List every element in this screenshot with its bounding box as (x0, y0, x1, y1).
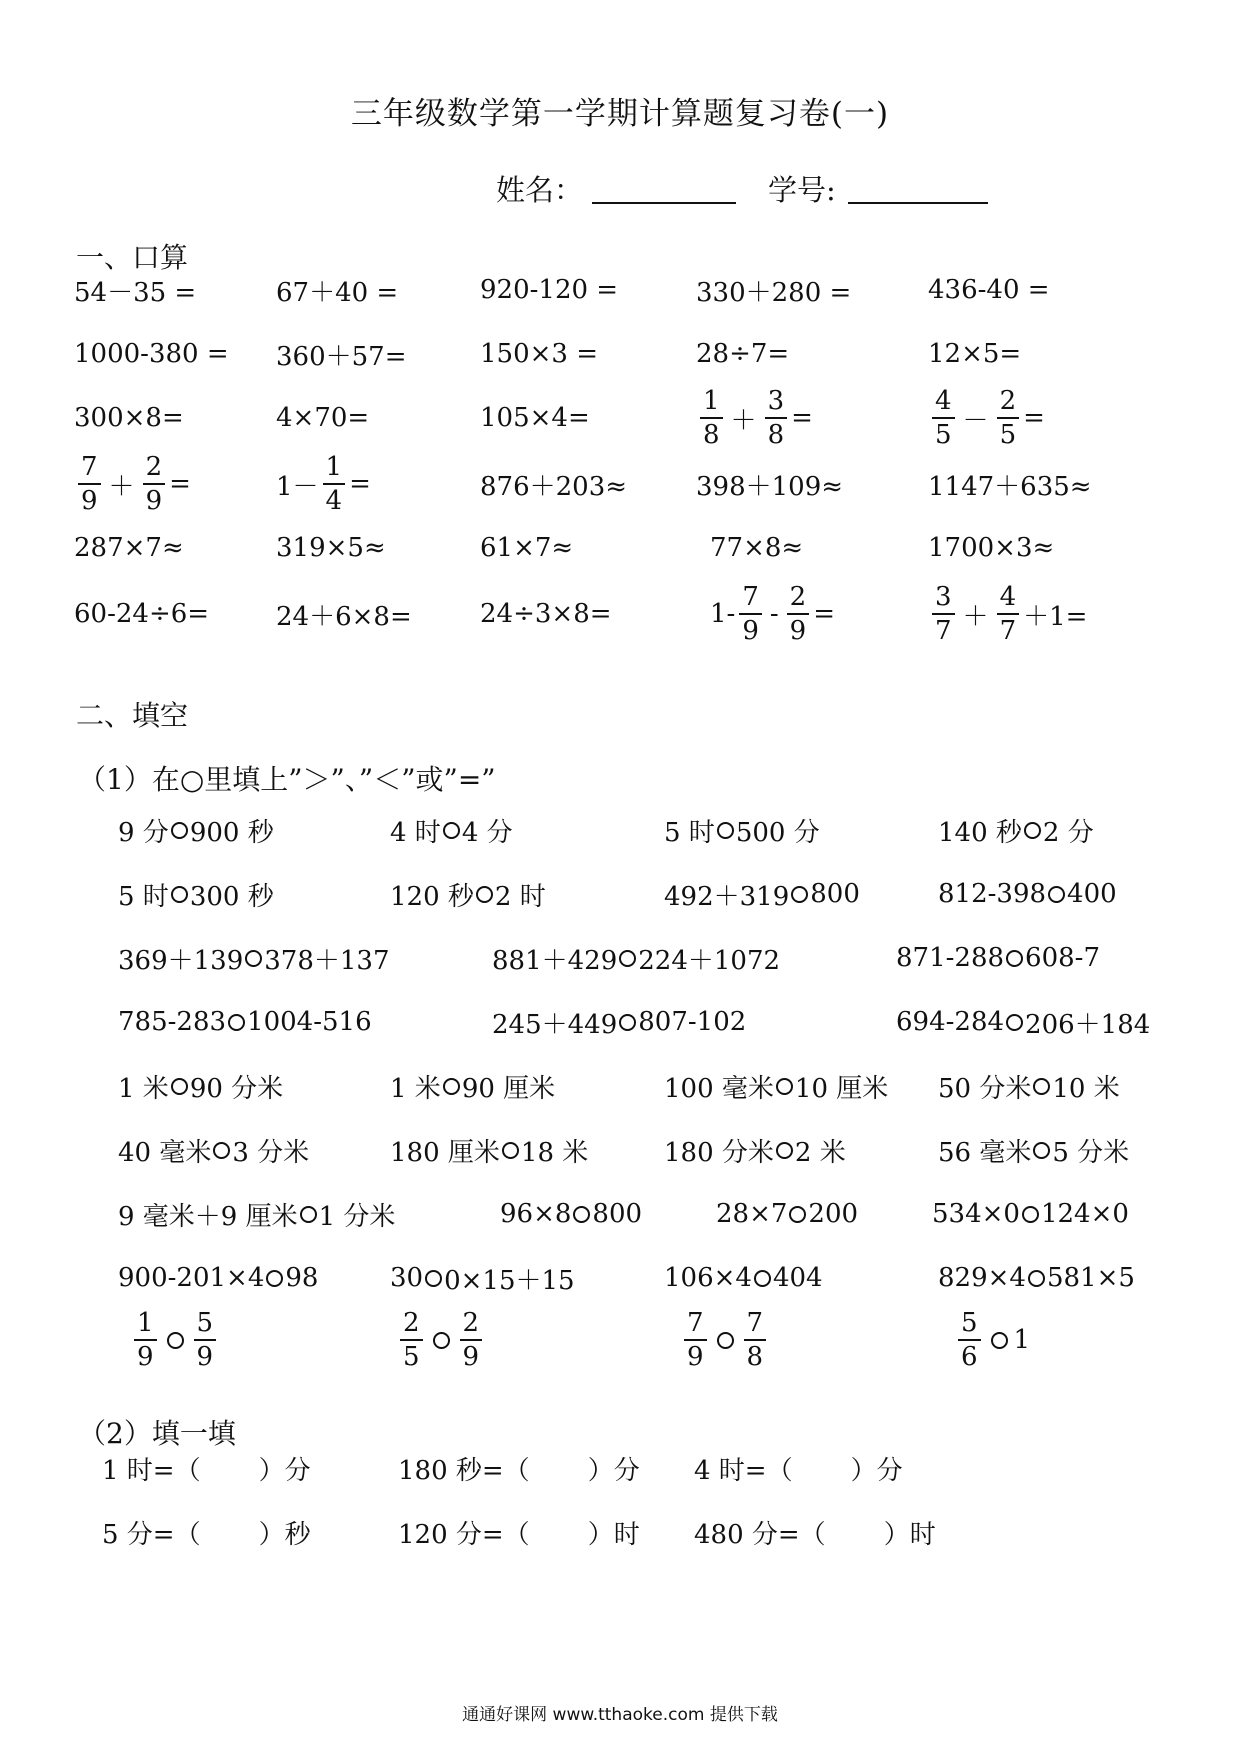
problem-cell (710, 518, 803, 578)
problem-cell (938, 1248, 1135, 1308)
compare-left: 1 米 (118, 1073, 169, 1104)
fraction-numerator: 1 (325, 452, 343, 482)
answer-circle[interactable] (619, 950, 636, 967)
compare-right: 3 分米 (232, 1137, 310, 1168)
operator: ＋ (108, 471, 135, 502)
fraction-numerator: 4 (999, 582, 1017, 612)
problem-cell (694, 1438, 903, 1498)
answer-circle[interactable] (171, 822, 188, 839)
fraction (194, 1310, 217, 1370)
problem-cell (480, 324, 598, 384)
problem-cell (276, 388, 369, 448)
problem-text: 77×8≈ (710, 533, 804, 563)
problem-cell (696, 388, 813, 448)
problem-cell (492, 928, 780, 988)
problem-cell (390, 864, 546, 924)
compare-left: 9 分 (118, 817, 169, 848)
answer-circle[interactable] (717, 822, 734, 839)
problem-text: 1147＋635≈ (928, 471, 1092, 502)
compare-right: 224＋1072 (638, 945, 781, 976)
answer-circle[interactable] (573, 1206, 590, 1223)
compare-left: 694-284 (896, 1007, 1005, 1037)
fraction-numerator: 7 (687, 1308, 704, 1338)
compare-left: 492＋319 (664, 881, 790, 912)
fill-prefix: 1 时=（ (102, 1455, 201, 1486)
fraction (684, 1310, 707, 1370)
problem-cell (716, 1184, 858, 1244)
compare-right: 2 时 (494, 881, 546, 912)
expression-tail: ＋1= (1023, 601, 1088, 632)
operator: － (962, 405, 989, 436)
fraction (958, 1310, 981, 1370)
compare-left: 40 毫米 (118, 1137, 212, 1168)
problem-cell (696, 454, 843, 514)
problem-text: 876＋203≈ (480, 471, 628, 502)
compare-right: 2 米 (794, 1137, 846, 1168)
problem-cell (938, 1120, 1129, 1180)
problem-cell (480, 518, 573, 578)
compare-left: 140 秒 (938, 817, 1022, 848)
problem-text: 28÷7= (696, 339, 790, 369)
problem-cell (480, 454, 627, 514)
problem-cell (74, 324, 229, 384)
problem-cell (118, 1184, 395, 1244)
problem-cell (276, 324, 407, 384)
fraction-denominator: 9 (739, 613, 762, 644)
answer-circle[interactable] (1024, 822, 1041, 839)
problem-cell (696, 260, 851, 320)
expression-prefix: 1- (710, 599, 736, 629)
fill-unit: ）时 (883, 1519, 936, 1550)
problem-text: 24＋6×8= (276, 601, 412, 632)
student-id-label: 学号: (768, 173, 836, 207)
compare-left: 28×7 (716, 1199, 788, 1229)
answer-circle[interactable] (476, 886, 493, 903)
problem-text: 287×7≈ (74, 533, 184, 563)
fill-prefix: 4 时=（ (694, 1455, 793, 1486)
fraction-numerator: 3 (935, 582, 952, 612)
problem-cell (500, 1184, 642, 1244)
problem-cell (928, 454, 1092, 514)
problem-cell (938, 1056, 1120, 1116)
fraction (787, 584, 810, 644)
problem-cell (398, 1438, 640, 1498)
fraction-denominator: 8 (744, 1339, 767, 1370)
problem-cell (928, 584, 1087, 644)
problem-cell (938, 800, 1094, 860)
compare-left: 106×4 (664, 1263, 752, 1293)
problem-cell (118, 928, 390, 988)
compare-right: 807-102 (638, 1007, 747, 1037)
compare-right: 90 厘米 (461, 1073, 556, 1104)
answer-circle[interactable] (213, 1142, 230, 1159)
answer-circle[interactable] (1048, 886, 1065, 903)
answer-circle[interactable] (717, 1332, 734, 1349)
compare-right: 206＋184 (1025, 1009, 1151, 1040)
fraction-denominator: 7 (932, 613, 955, 644)
compare-instruction: （1）在○里填上”＞”、”＜”或”=” (78, 763, 496, 796)
problem-text: 4×70= (276, 403, 370, 433)
section2-heading: 二、填空 (76, 699, 189, 732)
compare-right: 581×5 (1046, 1263, 1135, 1293)
answer-circle[interactable] (425, 1270, 442, 1287)
problem-cell (928, 260, 1050, 320)
fraction (143, 454, 166, 514)
compare-left: 1 米 (390, 1073, 441, 1104)
operator: ＋ (962, 601, 989, 632)
fraction-denominator: 9 (143, 483, 166, 514)
problem-cell (664, 1248, 823, 1308)
problem-text: 319×5≈ (276, 533, 386, 563)
fraction-denominator: 7 (997, 613, 1020, 644)
problem-text: 105×4= (480, 403, 590, 433)
problem-cell (118, 800, 274, 860)
problem-cell (954, 1310, 1030, 1370)
problem-text: 67＋40 = (276, 277, 399, 308)
operator: ＋ (730, 405, 757, 436)
fraction (400, 1310, 423, 1370)
expression-tail: = (813, 599, 836, 629)
problem-cell (696, 324, 789, 384)
page-title: 三年级数学第一学期计算题复习卷(一) (350, 96, 890, 132)
answer-circle[interactable] (754, 1270, 771, 1287)
answer-circle[interactable] (171, 1078, 188, 1095)
fraction (744, 1310, 767, 1370)
fraction-numerator: 1 (703, 386, 720, 416)
fraction-denominator: 9 (787, 613, 810, 644)
fraction (997, 388, 1020, 448)
problem-cell (694, 1502, 936, 1562)
problem-text: 54－35 = (74, 277, 197, 308)
answer-circle[interactable] (228, 1014, 245, 1031)
compare-left: 5 时 (118, 881, 169, 912)
problem-cell (118, 1248, 318, 1308)
problem-cell (938, 864, 1117, 924)
expression-prefix: 1－ (276, 471, 319, 502)
fraction (739, 584, 762, 644)
compare-right: 98 (285, 1263, 319, 1293)
problem-cell (276, 454, 371, 514)
compare-right: 800 (592, 1199, 643, 1229)
compare-left: 812-398 (938, 879, 1047, 909)
problem-cell (74, 454, 191, 514)
fraction-denominator: 5 (997, 417, 1020, 448)
problem-cell (276, 518, 386, 578)
fraction-numerator: 2 (462, 1308, 480, 1338)
compare-right: 1 (1013, 1325, 1031, 1355)
answer-circle[interactable] (1006, 1014, 1023, 1031)
fraction-numerator: 7 (81, 452, 98, 482)
fraction (997, 584, 1020, 644)
problem-text: 398＋109≈ (696, 471, 844, 502)
problem-cell (928, 324, 1021, 384)
problem-text: 360＋57= (276, 341, 407, 372)
expression-tail: = (349, 469, 371, 499)
problem-cell (118, 864, 274, 924)
answer-circle[interactable] (502, 1142, 519, 1159)
answer-circle[interactable] (791, 886, 808, 903)
problem-cell (398, 1502, 640, 1562)
fraction-numerator: 7 (746, 1308, 764, 1338)
compare-right: 1 分米 (318, 1201, 396, 1232)
fraction-numerator: 2 (403, 1308, 420, 1338)
problem-cell (390, 1248, 575, 1308)
fill-unit: ）分 (258, 1455, 311, 1486)
compare-left: 881＋429 (492, 945, 618, 976)
problem-text: 60-24÷6= (74, 599, 210, 629)
compare-right: 2 分 (1042, 817, 1094, 848)
problem-cell (664, 800, 820, 860)
problem-cell (710, 584, 835, 644)
compare-left: 50 分米 (938, 1073, 1032, 1104)
fill-prefix: 5 分=（ (102, 1519, 201, 1550)
compare-right: 10 厘米 (794, 1073, 889, 1104)
problem-text: 920-120 = (480, 275, 619, 305)
fill-prefix: 120 分=（ (398, 1519, 530, 1550)
problem-cell (390, 1056, 555, 1116)
compare-right: 378＋137 (264, 945, 390, 976)
compare-right: 1004-516 (247, 1007, 372, 1037)
problem-text: 300×8= (74, 403, 184, 433)
problem-text: 12×5= (928, 339, 1022, 369)
fraction-numerator: 2 (145, 452, 163, 482)
problem-cell (74, 260, 196, 320)
fraction-denominator: 8 (700, 417, 723, 448)
fraction-numerator: 5 (961, 1308, 978, 1338)
fraction (460, 1310, 483, 1370)
problem-cell (74, 584, 209, 644)
fraction-denominator: 5 (932, 417, 955, 448)
problem-cell (276, 584, 412, 644)
fraction-denominator: 9 (684, 1339, 707, 1370)
compare-left: 56 毫米 (938, 1137, 1032, 1168)
problem-cell (480, 388, 590, 448)
problem-cell (664, 1056, 888, 1116)
expression-tail: = (169, 469, 191, 499)
fraction-denominator: 5 (400, 1339, 423, 1370)
footer-credit: 通通好课网 www.tthaoke.com 提供下载 (462, 1705, 778, 1725)
expression-tail: = (1023, 403, 1045, 433)
fraction (765, 388, 788, 448)
answer-circle[interactable] (300, 1206, 317, 1223)
compare-right: 90 分米 (189, 1073, 284, 1104)
answer-circle[interactable] (1033, 1142, 1050, 1159)
problem-cell (102, 1438, 311, 1498)
compare-left: 245＋449 (492, 1009, 618, 1040)
problem-cell (928, 388, 1045, 448)
fraction-numerator: 5 (196, 1308, 214, 1338)
problem-cell (74, 518, 184, 578)
problem-cell (276, 260, 398, 320)
compare-left: 30 (390, 1263, 424, 1293)
problem-cell (118, 1056, 283, 1116)
compare-right: 900 秒 (189, 817, 274, 848)
expression-tail: = (791, 403, 813, 433)
fraction-denominator: 9 (134, 1339, 157, 1370)
fraction-numerator: 2 (999, 386, 1017, 416)
compare-left: 900-201×4 (118, 1263, 265, 1293)
problem-cell (664, 864, 860, 924)
compare-left: 871-288 (896, 943, 1005, 973)
answer-circle[interactable] (433, 1332, 450, 1349)
problem-cell (74, 388, 184, 448)
answer-circle[interactable] (991, 1332, 1008, 1349)
problem-text: 436-40 = (928, 275, 1050, 305)
fill-unit: ）分 (850, 1455, 903, 1486)
compare-right: 5 分米 (1052, 1137, 1130, 1168)
fraction-denominator: 8 (765, 417, 788, 448)
problem-cell (932, 1184, 1129, 1244)
compare-right: 4 分 (461, 817, 513, 848)
problem-text: 61×7≈ (480, 533, 574, 563)
compare-right: 18 米 (520, 1137, 589, 1168)
answer-circle[interactable] (1006, 950, 1023, 967)
problem-cell (390, 1120, 588, 1180)
fraction (932, 584, 955, 644)
compare-left: 5 时 (664, 817, 715, 848)
problem-text: 150×3 = (480, 339, 599, 369)
answer-circle[interactable] (1028, 1270, 1045, 1287)
answer-circle[interactable] (245, 950, 262, 967)
compare-left: 785-283 (118, 1007, 227, 1037)
compare-right: 608-7 (1025, 943, 1100, 973)
problem-text: 24÷3×8= (480, 599, 612, 629)
compare-right: 200 (808, 1199, 859, 1229)
problem-cell (118, 992, 372, 1052)
compare-right: 500 分 (735, 817, 820, 848)
fill-prefix: 180 秒=（ (398, 1455, 530, 1486)
problem-cell (396, 1310, 486, 1370)
fraction-denominator: 9 (194, 1339, 217, 1370)
fraction (932, 388, 955, 448)
fraction (323, 454, 346, 514)
problem-text: 330＋280 = (696, 277, 852, 308)
problem-text: 1700×3≈ (928, 533, 1055, 563)
compare-right: 0×15＋15 (444, 1265, 575, 1296)
fill-unit: ）时 (587, 1519, 640, 1550)
fraction-denominator: 4 (323, 483, 346, 514)
compare-left: 369＋139 (118, 945, 244, 976)
problem-cell (480, 584, 612, 644)
compare-right: 400 (1067, 879, 1117, 909)
problem-cell (680, 1310, 770, 1370)
fraction-numerator: 1 (137, 1308, 154, 1338)
compare-right: 300 秒 (189, 881, 274, 912)
problem-cell (118, 1120, 309, 1180)
compare-right: 124×0 (1040, 1199, 1129, 1229)
answer-circle[interactable] (789, 1206, 806, 1223)
fraction-numerator: 3 (767, 386, 785, 416)
fill-unit: ）秒 (258, 1519, 311, 1550)
compare-left: 829×4 (938, 1263, 1026, 1293)
problem-cell (896, 992, 1150, 1052)
compare-left: 120 秒 (390, 881, 474, 912)
answer-circle[interactable] (443, 822, 460, 839)
compare-right: 800 (810, 879, 860, 909)
operator: - (769, 599, 779, 629)
compare-left: 180 分米 (664, 1137, 774, 1168)
compare-right: 404 (772, 1263, 823, 1293)
fill-unit: ）分 (587, 1455, 640, 1486)
compare-left: 534×0 (932, 1199, 1020, 1229)
problem-cell (492, 992, 746, 1052)
answer-circle[interactable] (443, 1078, 460, 1095)
fraction (78, 454, 101, 514)
answer-circle[interactable] (776, 1078, 793, 1095)
fraction-denominator: 9 (78, 483, 101, 514)
fraction (134, 1310, 157, 1370)
compare-left: 100 毫米 (664, 1073, 774, 1104)
compare-left: 180 厘米 (390, 1137, 500, 1168)
fraction (700, 388, 723, 448)
name-blank-line[interactable] (592, 202, 736, 204)
problem-cell (480, 260, 618, 320)
fraction-numerator: 4 (935, 386, 952, 416)
fraction-denominator: 9 (460, 1339, 483, 1370)
compare-right: 10 米 (1052, 1073, 1120, 1104)
problem-cell (390, 800, 513, 860)
problem-cell (664, 1120, 846, 1180)
compare-left: 9 毫米＋9 厘米 (118, 1201, 298, 1232)
section1-heading: 一、口算 (76, 241, 189, 274)
problem-cell (130, 1310, 220, 1370)
fraction-numerator: 7 (742, 582, 759, 612)
compare-left: 96×8 (500, 1199, 572, 1229)
problem-cell (928, 518, 1054, 578)
problem-text: 1000-380 = (74, 339, 229, 369)
answer-circle[interactable] (167, 1332, 184, 1349)
problem-cell (102, 1502, 311, 1562)
name-label: 姓名： (496, 173, 584, 207)
fraction-denominator: 6 (958, 1339, 981, 1370)
student-id-blank-line[interactable] (848, 202, 988, 204)
answer-circle[interactable] (619, 1014, 636, 1031)
problem-cell (896, 928, 1100, 988)
fraction-numerator: 2 (789, 582, 807, 612)
compare-left: 4 时 (390, 817, 441, 848)
answer-circle[interactable] (266, 1270, 283, 1287)
fill-instruction: （2）填一填 (78, 1417, 236, 1450)
answer-circle[interactable] (171, 886, 188, 903)
answer-circle[interactable] (1033, 1078, 1050, 1095)
fill-prefix: 480 分=（ (694, 1519, 826, 1550)
answer-circle[interactable] (776, 1142, 793, 1159)
answer-circle[interactable] (1022, 1206, 1039, 1223)
